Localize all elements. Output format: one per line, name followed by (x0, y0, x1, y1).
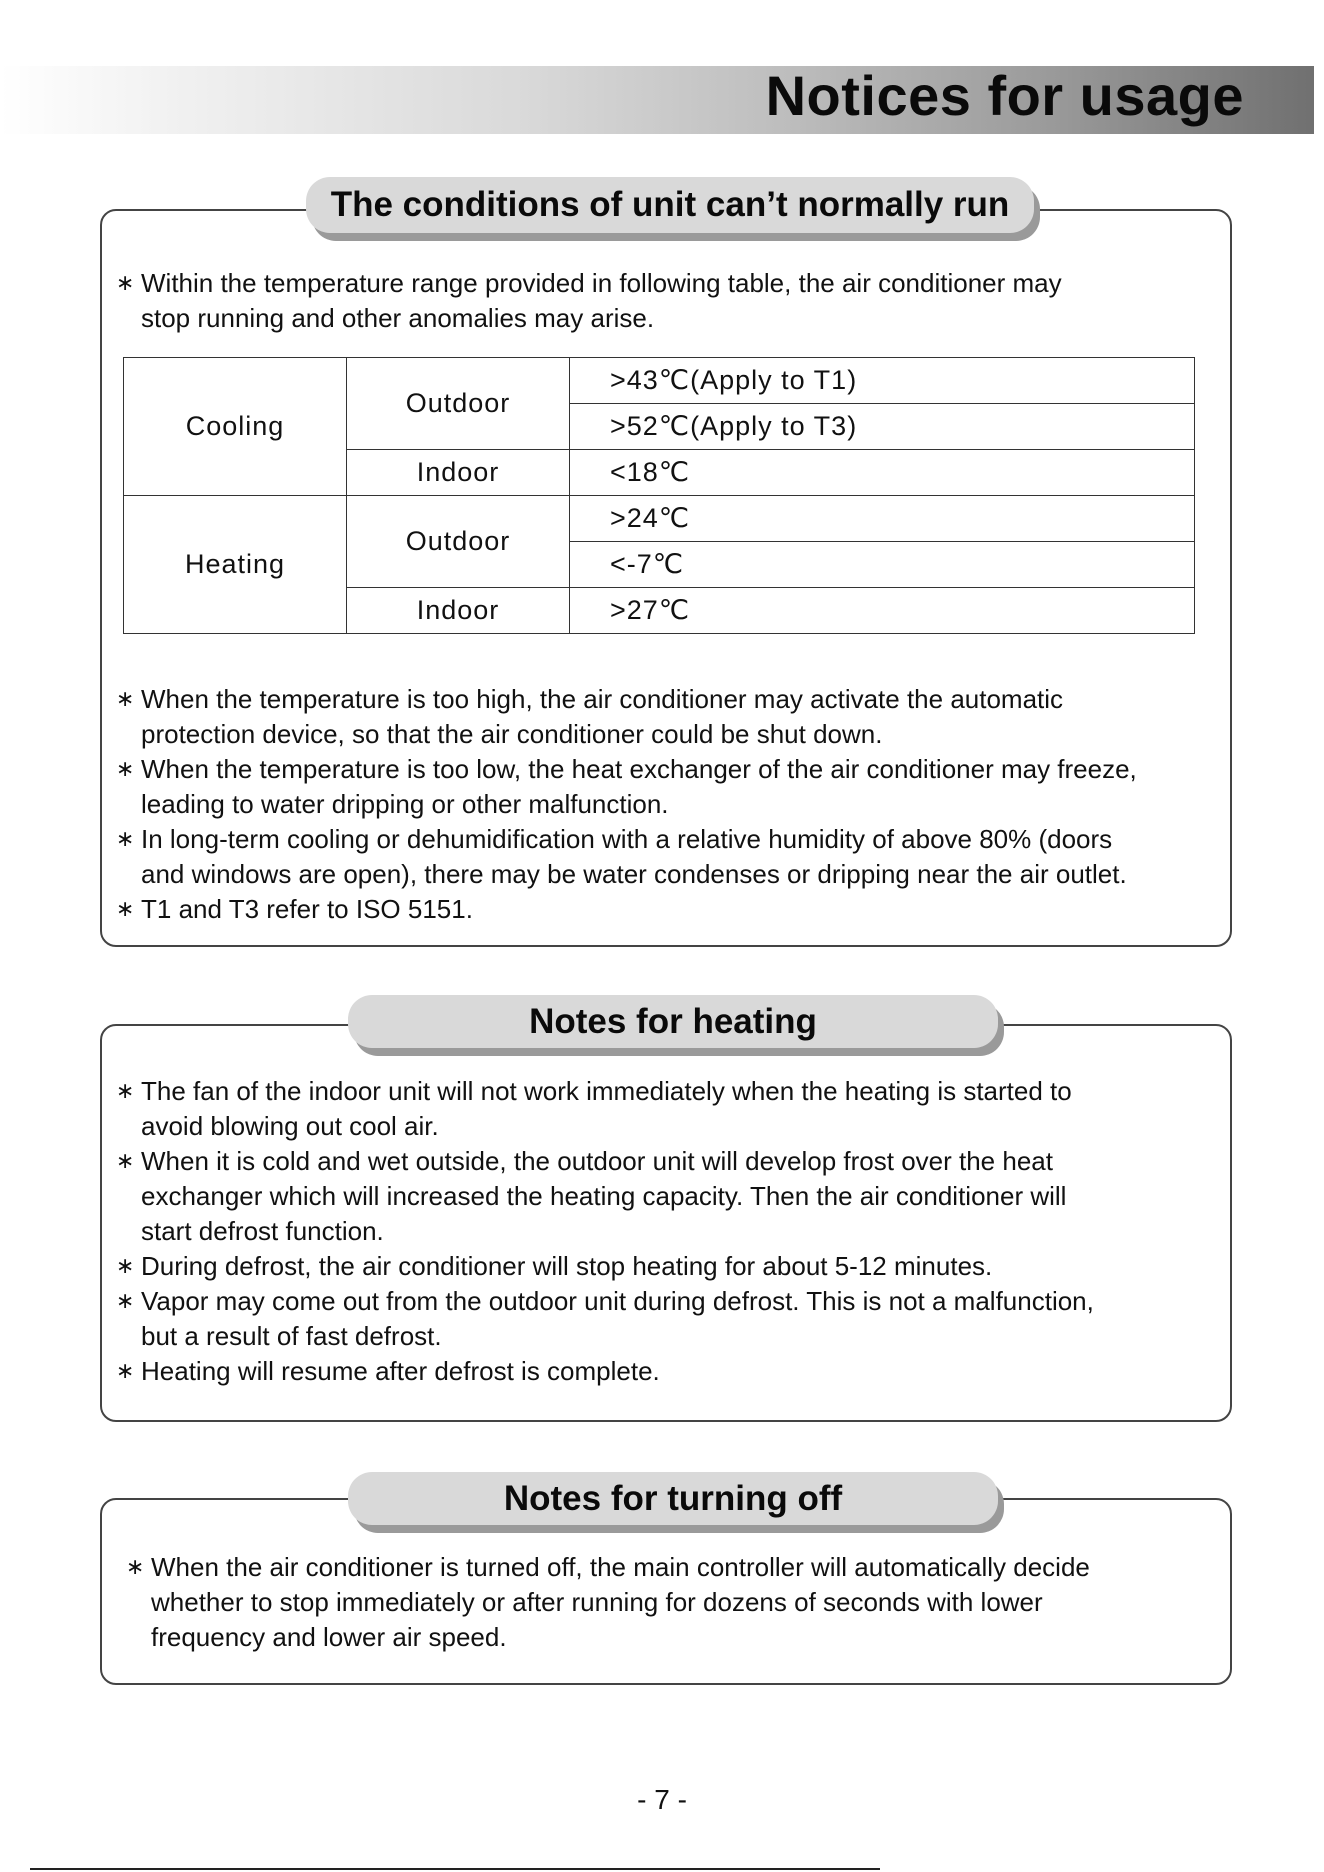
bullet-item (116, 301, 1062, 336)
bullet-icon: ∗ (116, 757, 135, 782)
indoor-label: Indoor (347, 588, 570, 634)
bullet-item (116, 717, 1137, 752)
bullet-text: whether to stop immediately or after running for dozens of seconds with lower (151, 1587, 1043, 1617)
bullet-text: Vapor may come out from the outdoor unit during defrost. This is not a malfunction, (141, 1286, 1094, 1316)
page-title: Notices for usage (765, 64, 1244, 127)
bullet-item (116, 1249, 1094, 1284)
bottom-rule (30, 1868, 880, 1870)
bullet-icon: ∗ (116, 1149, 135, 1174)
table-cell: <18℃ (570, 450, 1195, 496)
bullet-text: During defrost, the air conditioner will stop heating for about 5-12 minutes. (141, 1251, 993, 1281)
bullet-text: but a result of fast defrost. (141, 1321, 442, 1351)
bullet-item (116, 1109, 1094, 1144)
bullet-text: leading to water dripping or other malfunction. (141, 789, 669, 819)
section-turning-off-title: Notes for turning off (348, 1472, 998, 1525)
bullet-text: In long-term cooling or dehumidification with a relative humidity of above 80% (doors (141, 824, 1113, 854)
bullet-icon: ∗ (116, 897, 135, 922)
bullet-item (126, 1585, 1090, 1620)
bullet-text: exchanger which will increased the heating capacity. Then the air conditioner will (141, 1181, 1067, 1211)
bullet-item (116, 266, 1062, 301)
bullet-icon: ∗ (116, 1254, 135, 1279)
table-row (124, 496, 1195, 542)
bullet-text: avoid blowing out cool air. (141, 1111, 439, 1141)
bullet-item (116, 1354, 1094, 1389)
bullet-text: frequency and lower air speed. (151, 1622, 507, 1652)
bullet-text: and windows are open), there may be water condenses or dripping near the air outlet. (141, 859, 1127, 889)
bullet-item (116, 1284, 1094, 1319)
bullet-item (116, 1144, 1094, 1179)
temperature-table (123, 357, 1195, 634)
bullet-item (116, 682, 1137, 717)
bullet-text: The fan of the indoor unit will not work immediately when the heating is started to (141, 1076, 1072, 1106)
bullet-text: When the air conditioner is turned off, the main controller will automatically decide (151, 1552, 1090, 1582)
section-conditions-notes (116, 682, 1137, 927)
page-number: - 7 - (637, 1784, 687, 1815)
bullet-item (116, 1179, 1094, 1214)
indoor-label: Indoor (347, 450, 570, 496)
outdoor-label: Outdoor (347, 496, 570, 588)
table-cell: >52℃(Apply to T3) (570, 404, 1195, 450)
table-cell: <-7℃ (570, 542, 1195, 588)
section-heating-title: Notes for heating (348, 995, 998, 1048)
cooling-label: Cooling (124, 358, 347, 496)
bullet-icon: ∗ (126, 1555, 145, 1580)
bullet-item (126, 1550, 1090, 1585)
bullet-text: Heating will resume after defrost is complete. (141, 1356, 660, 1386)
bullet-item (116, 892, 1137, 927)
table-cell: >27℃ (570, 588, 1195, 634)
bullet-icon: ∗ (116, 687, 135, 712)
bullet-item (116, 1074, 1094, 1109)
bullet-text: start defrost function. (141, 1216, 384, 1246)
bullet-text: protection device, so that the air conditioner could be shut down. (141, 719, 883, 749)
bullet-icon: ∗ (116, 1079, 135, 1104)
bullet-icon: ∗ (116, 1359, 135, 1384)
bullet-item (116, 857, 1137, 892)
table-cell: >24℃ (570, 496, 1195, 542)
bullet-text: When the temperature is too low, the heat exchanger of the air conditioner may freeze, (141, 754, 1137, 784)
outdoor-label: Outdoor (347, 358, 570, 450)
bullet-item (116, 1319, 1094, 1354)
bullet-item (116, 822, 1137, 857)
bullet-item (126, 1620, 1090, 1655)
bullet-icon: ∗ (116, 1289, 135, 1314)
table-row (124, 358, 1195, 404)
bullet-icon: ∗ (116, 827, 135, 852)
bullet-text: Within the temperature range provided in following table, the air conditioner may (141, 268, 1062, 298)
bullet-text: When it is cold and wet outside, the outdoor unit will develop frost over the heat (141, 1146, 1053, 1176)
bullet-icon: ∗ (116, 271, 135, 296)
bullet-item (116, 752, 1137, 787)
bullet-text: When the temperature is too high, the air conditioner may activate the automatic (141, 684, 1064, 714)
section-conditions-intro (116, 266, 1062, 336)
heating-label: Heating (124, 496, 347, 634)
table-cell: >43℃(Apply to T1) (570, 358, 1195, 404)
bullet-item (116, 787, 1137, 822)
section-conditions-title: The conditions of unit can’t normally run (306, 177, 1034, 233)
bullet-text: stop running and other anomalies may arise. (141, 303, 655, 333)
section-heating-notes (116, 1074, 1094, 1389)
bullet-item (116, 1214, 1094, 1249)
section-turning-off-notes (126, 1550, 1090, 1655)
bullet-text: T1 and T3 refer to ISO 5151. (141, 894, 473, 924)
